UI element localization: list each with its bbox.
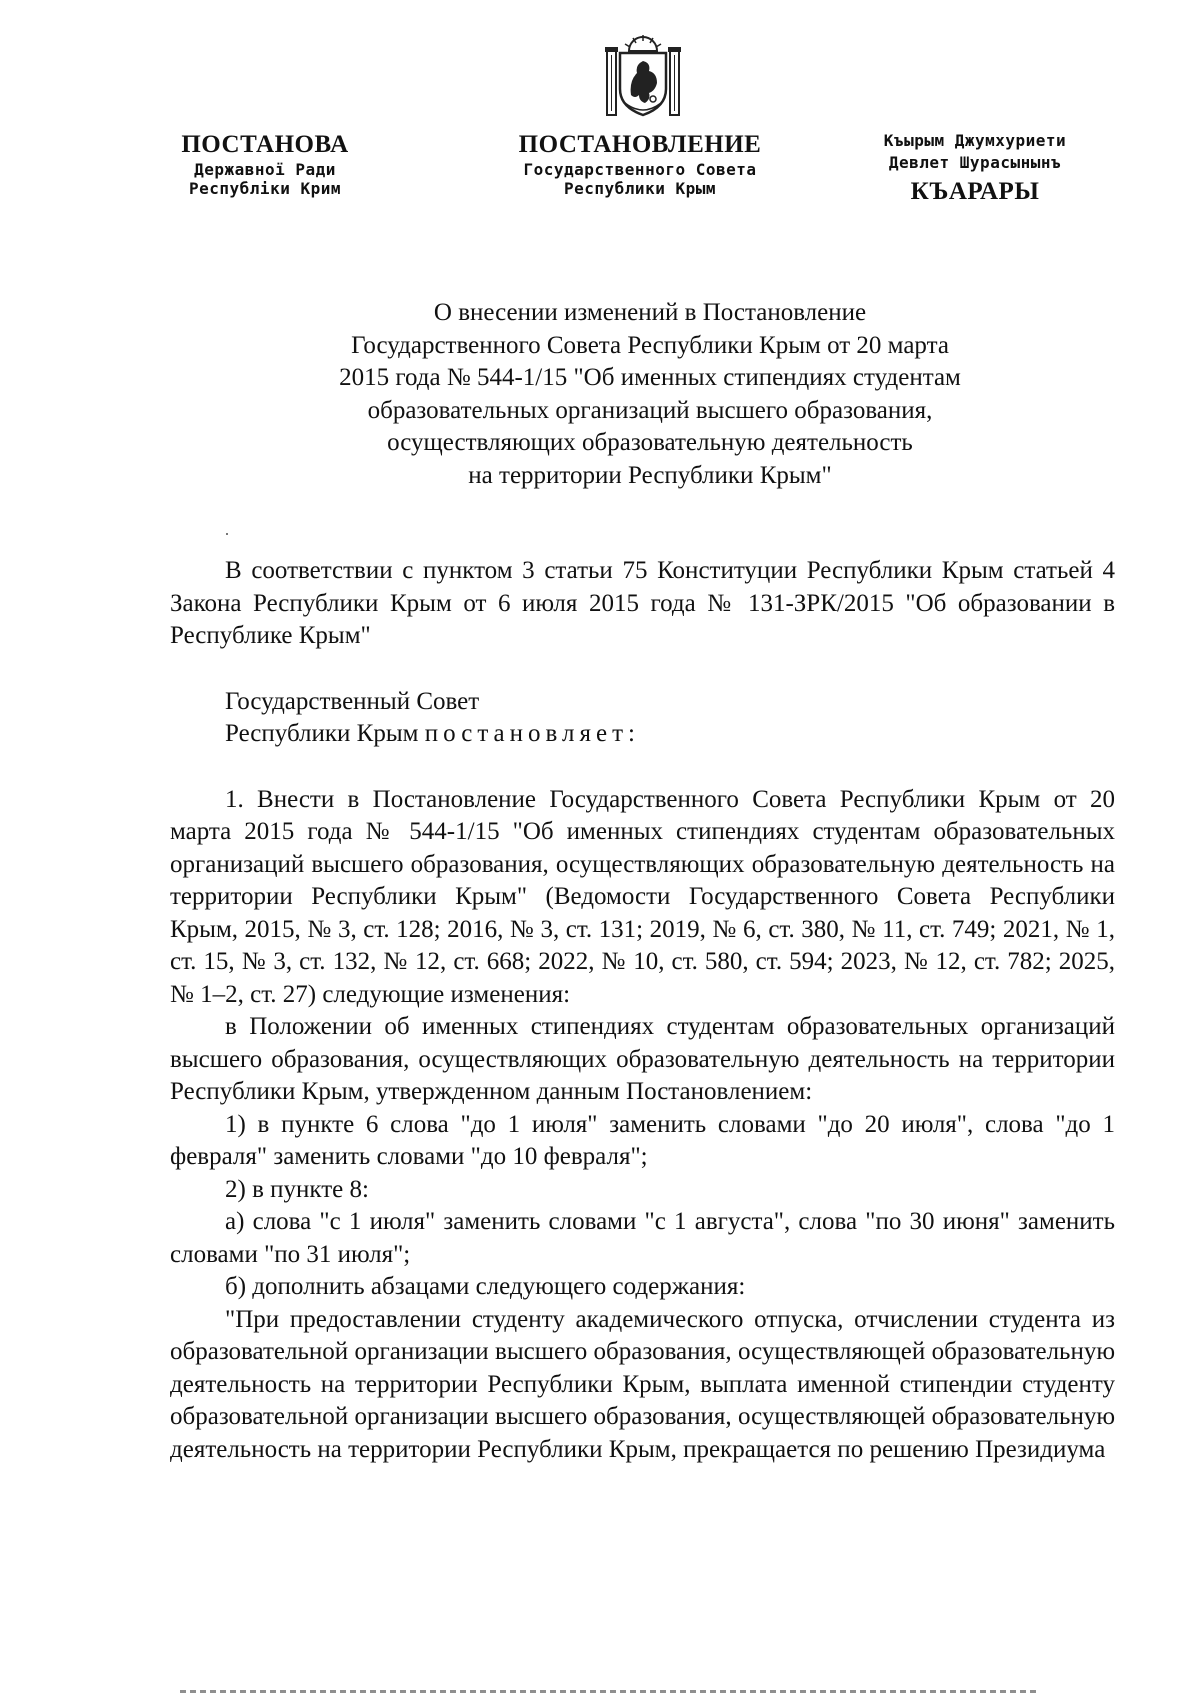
header-russian xyxy=(480,130,800,198)
header-left-line1: Державної Ради xyxy=(194,160,336,179)
header-right-line2: Девлет Шурасынынъ xyxy=(888,152,1062,172)
header-right-title: КЪАРАРЫ xyxy=(910,178,1040,206)
header-crimean-tatar xyxy=(850,130,1100,207)
header-center-title: ПОСТАНОВЛЕНИЕ xyxy=(518,131,762,158)
title-line: Государственного Совета Республики Крым от 20 марта xyxy=(351,331,949,359)
subitem-2b-paragraph: б) дополнить абзацами следующего содержания: xyxy=(225,1273,746,1300)
header-left-line2: Республіки Крим xyxy=(189,179,341,199)
title-line: О внесении изменений в Постановление xyxy=(433,299,867,326)
scan-artifact-line xyxy=(180,1690,1040,1693)
quoted-paragraph: "При предоставлении студенту академического отпуска, отчислении студента из образовательной организации высшего образования, осуществляющей образовательную деятельность на территории Республики Крым, выплата именной стипендии студенту образовательной организации высшего образования, осуществляющей образовательную деятельность на территории Республики Крым, прекращается по решению Президиума xyxy=(170,1305,1115,1463)
item-1-paragraph: 1. Внести в Постановление Государственного Совета Республики Крым от 20 марта 2015 года № 544-1/15 "Об именных стипендиях студентам образовательных организаций высшего образования, осуществляющих образовательную деятельность на территории Республики Крым" (Ведомости Государственного Совета Республики Крым, 2015, № 3, ст. 128; 2016, № 3, ст. 131; 2019, № 6, ст. 380, № 11, ст. 749; 2021, № 1, ст. 15, № 3, ст. 132, № 12, ст. 668; 2022, № 10, ст. 580, ст. 594; 2023, № 12, ст. 782; 2025, № 1–2, ст. 27) следующие изменения: xyxy=(170,785,1115,1008)
title-line: осуществляющих образовательную деятельность xyxy=(387,429,913,456)
crimea-coat-of-arms-icon xyxy=(605,33,681,119)
title-line: образовательных организаций высшего образования, xyxy=(367,396,933,424)
header-center-line2: Республики Крым xyxy=(564,179,716,199)
council-line-2 xyxy=(170,718,1115,751)
header-ukrainian xyxy=(150,130,380,198)
header-left-title: ПОСТАНОВА xyxy=(181,131,349,158)
subitem-1-paragraph: 1) в пункте 6 слова "до 1 июля" заменить словами "до 20 июля", слова "до 1 февраля" заменить словами "до 10 февраля"; xyxy=(170,1110,1115,1170)
resolves-word: постановляет: xyxy=(424,720,640,747)
header-center-line1: Государственного Совета xyxy=(523,160,757,179)
document-body xyxy=(170,555,1115,1466)
header-right-line1: Къырым Джумхуриети xyxy=(883,131,1067,150)
council-line-2-prefix: Республики Крым xyxy=(225,720,425,747)
title-line: 2015 года № 544-1/15 "Об именных стипендиях студентам xyxy=(339,364,961,391)
scan-speck xyxy=(226,533,228,535)
subitem-2a-paragraph: а) слова "с 1 июля" заменить словами "с 1 августа", слова "по 30 июня" заменить словами "по 31 июля"; xyxy=(170,1208,1115,1268)
document-title xyxy=(200,297,1100,492)
council-line-1: Государственный Совет xyxy=(225,687,480,715)
item-1-intro-paragraph: в Положении об именных стипендиях студентам образовательных организаций высшего образования, осуществляющих образовательную деятельность на территории Республики Крым, утвержденном данным Постановлением: xyxy=(170,1013,1115,1105)
subitem-2-paragraph: 2) в пункте 8: xyxy=(225,1175,369,1203)
title-line: на территории Республики Крым" xyxy=(468,461,832,489)
preamble-paragraph: В соответствии с пунктом 3 статьи 75 Конституции Республики Крым статьей 4 Закона Республики Крым от 6 июля 2015 года № 131-ЗРК/2015 "Об образовании в Республике Крым" xyxy=(170,557,1115,649)
